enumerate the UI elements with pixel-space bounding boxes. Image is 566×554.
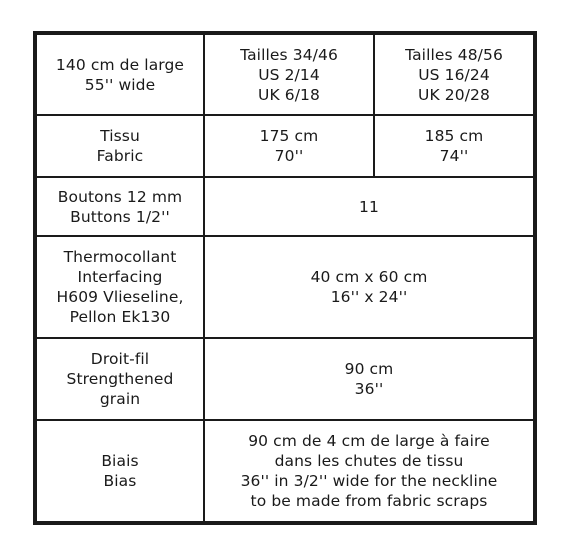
cell-line: 16'' x 24''	[330, 288, 408, 306]
cell-line: 175 cm	[259, 127, 319, 145]
row-label-fabric	[37, 116, 203, 176]
label-line: Interfacing	[77, 268, 163, 286]
cell-line: 74''	[439, 147, 469, 165]
label-line: grain	[99, 390, 141, 408]
row-label-interfacing	[37, 237, 203, 337]
label-line: Buttons 1/2''	[70, 207, 170, 226]
fabric-small	[205, 116, 373, 176]
bias-value	[205, 421, 533, 521]
materials-table	[33, 31, 537, 525]
cell-line: Tailles 34/46	[240, 45, 338, 64]
cell-line: UK 20/28	[418, 85, 490, 104]
size-column-small	[205, 35, 373, 114]
cell-line: 36''	[354, 380, 384, 398]
interfacing-value	[205, 237, 533, 337]
label-line: Biais	[101, 452, 139, 470]
row-label-width	[37, 35, 203, 114]
cell-line: 185 cm	[424, 127, 484, 145]
label-line: 55'' wide	[84, 75, 156, 94]
cell-line: US 2/14	[258, 65, 320, 84]
label-line: 140 cm de large	[55, 55, 185, 74]
cell-line: to be made from fabric scraps	[250, 492, 488, 510]
cell-line: 40 cm x 60 cm	[310, 268, 428, 286]
cell-line: Tailles 48/56	[405, 45, 503, 64]
label-line: H609 Vlieseline,	[56, 288, 184, 306]
cell-line: US 16/24	[418, 65, 490, 84]
fabric-large	[375, 116, 533, 176]
buttons-value	[205, 178, 533, 235]
cell-line: 70''	[274, 147, 304, 165]
row-label-buttons	[37, 178, 203, 235]
label-line: Fabric	[96, 147, 144, 165]
label-line: Boutons 12 mm	[57, 187, 183, 206]
cell-line: 36'' in 3/2'' wide for the neckline	[240, 472, 498, 490]
label-line: Strengthened	[66, 370, 174, 388]
label-line: Tissu	[100, 127, 140, 145]
cell-line: 11	[359, 197, 379, 216]
grain-value	[205, 339, 533, 419]
label-line: Pellon Ek130	[69, 308, 171, 326]
cell-line: 90 cm	[344, 360, 394, 378]
label-line: Thermocollant	[63, 248, 177, 266]
size-column-large	[375, 35, 533, 114]
label-line: Bias	[103, 472, 137, 490]
label-line: Droit-fil	[90, 350, 150, 368]
row-label-grain	[37, 339, 203, 419]
cell-line: 90 cm de 4 cm de large à faire	[248, 432, 490, 450]
cell-line: UK 6/18	[258, 85, 320, 104]
cell-line: dans les chutes de tissu	[274, 452, 464, 470]
row-label-bias	[37, 421, 203, 521]
